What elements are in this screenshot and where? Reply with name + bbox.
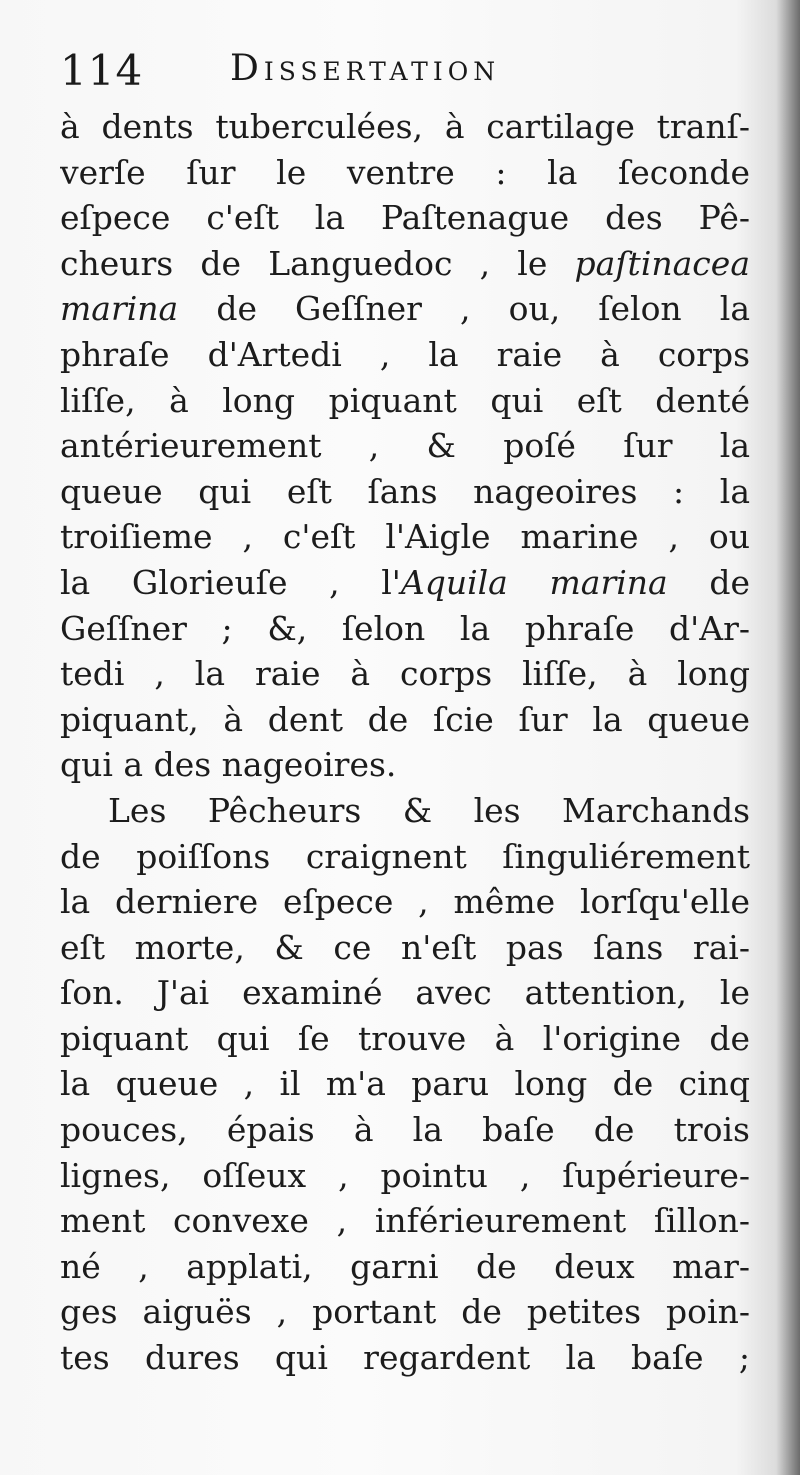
text-line: Geſſner ; &, ſelon la phraſe d'Ar- — [60, 608, 750, 648]
text-line: la queue , il m'a paru long de cinq — [60, 1064, 750, 1104]
text-segment: la Glorieuſe , l' — [60, 562, 401, 602]
text-line: ſon. J'ai examiné avec attention, le — [60, 973, 750, 1013]
text-line: tes dures qui regardent la baſe ; — [60, 1338, 750, 1378]
text-line: piquant qui ſe trouve à l'origine de — [60, 1018, 750, 1058]
text-line: tedi , la raie à corps liſſe, à long — [60, 654, 750, 694]
text-line — [60, 286, 750, 332]
text-line: piquant, à dent de ſcie ſur la queue — [60, 699, 750, 739]
paragraph-first-line: Les Pêcheurs & les Marchands — [108, 790, 750, 830]
text-line: troiſieme , c'eſt l'Aigle marine , ou — [60, 517, 750, 557]
text-segment: de Geſſner , ou, ſelon la — [178, 289, 750, 329]
text-line: ment convexe , inférieurement ſillon- — [60, 1201, 750, 1241]
text-segment: cheurs de Languedoc , le — [60, 243, 575, 283]
text-line: à dents tuberculées, à cartilage tranſ- — [60, 107, 750, 146]
text-line — [60, 560, 750, 606]
text-line: eſt morte, & ce n'eſt pas ſans rai- — [60, 927, 750, 967]
text-line: de poiſſons craignent ſinguliérement — [60, 836, 750, 876]
text-line: né , applati, garni de deux mar- — [60, 1246, 750, 1286]
body-text — [60, 104, 750, 1381]
text-line: qui a des nageoires. — [60, 745, 397, 785]
running-title: Dissertation — [230, 48, 501, 89]
page-number: 114 — [60, 46, 144, 95]
text-line: pouces, épais à la baſe de trois — [60, 1110, 750, 1150]
text-line: ges aiguës , portant de petites poin- — [60, 1292, 750, 1332]
italic-term: Aquila marina — [400, 562, 668, 602]
text-line: liſſe, à long piquant qui eſt denté — [60, 380, 750, 420]
text-line: la derniere eſpece , même lorſqu'elle — [60, 882, 750, 922]
text-line: verſe ſur le ventre : la ſeconde — [60, 152, 750, 192]
text-line: antérieurement , & poſé ſur la — [60, 426, 750, 466]
text-line: lignes, oſſeux , pointu , ſupérieure- — [60, 1155, 750, 1195]
text-segment: de — [667, 562, 750, 602]
italic-term: paſtinacea — [574, 243, 750, 283]
text-line: queue qui eſt ſans nageoires : la — [60, 471, 750, 511]
text-line: eſpece c'eſt la Paſtenague des Pê- — [60, 198, 750, 238]
text-line: phraſe d'Artedi , la raie à corps — [60, 334, 750, 374]
text-line — [60, 241, 750, 287]
italic-term: marina — [60, 289, 179, 329]
running-head — [60, 46, 760, 106]
